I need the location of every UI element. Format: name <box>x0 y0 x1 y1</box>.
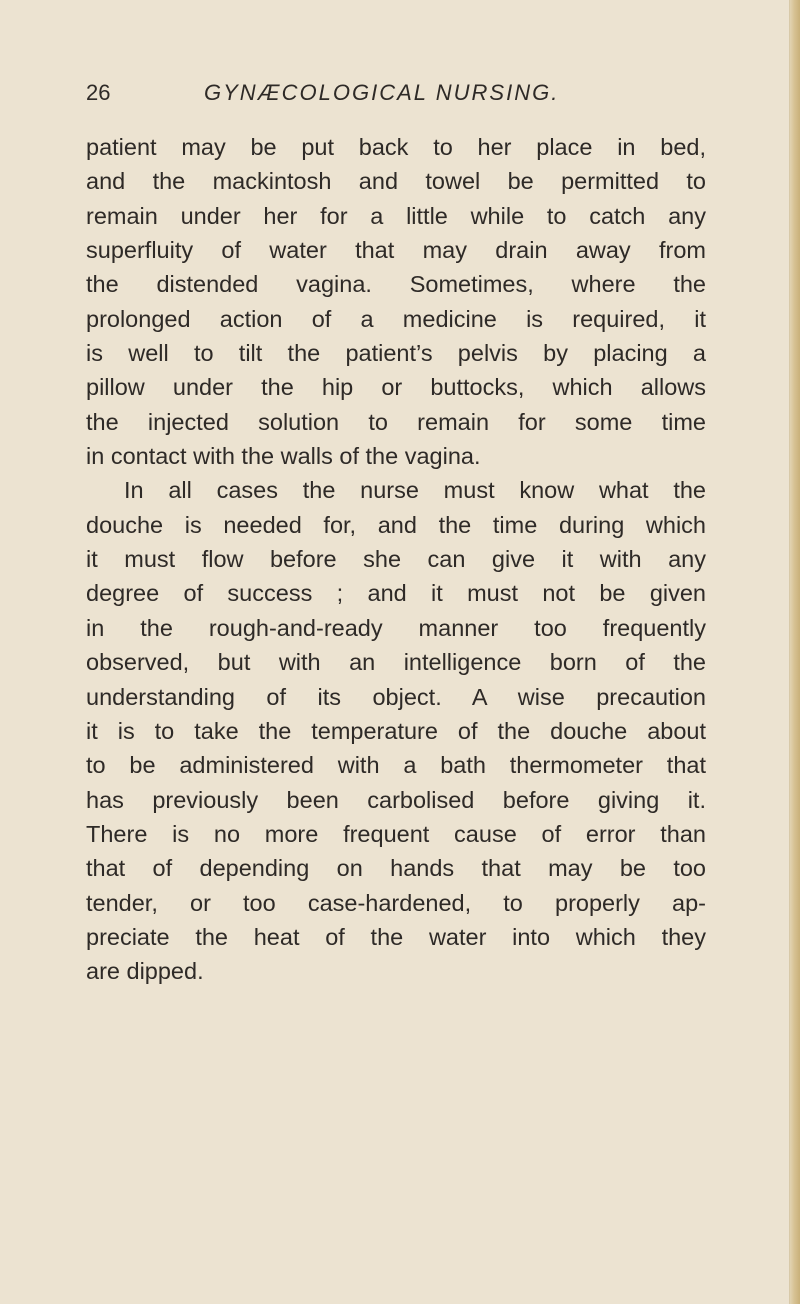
text-line: has previously been carbolised before giving it. <box>86 786 706 813</box>
text-line: that of depending on hands that may be too <box>86 855 706 882</box>
text-line: pillow under the hip or buttocks, which allows <box>86 374 706 401</box>
text-line: are dipped. <box>86 958 204 985</box>
text-line: it is to take the temperature of the douche about <box>86 717 706 744</box>
text-line: it must flow before she can give it with any <box>86 546 706 573</box>
running-head <box>86 80 706 114</box>
text-line: in contact with the walls of the vagina. <box>86 443 481 470</box>
text-line: degree of success ; and it must not be given <box>86 580 706 607</box>
text-line: superfluity of water that may drain away from <box>86 237 706 264</box>
text-line: douche is needed for, and the time during which <box>86 511 706 538</box>
text-line: the distended vagina. Sometimes, where the <box>86 271 706 298</box>
text-line: preciate the heat of the water into which they <box>86 923 706 950</box>
text-line: tender, or too case-hardened, to properly ap- <box>86 889 706 916</box>
running-title: GYNÆCOLOGICAL NURSING. <box>204 80 560 105</box>
text-line: is well to tilt the patient’s pelvis by placing a <box>86 340 706 367</box>
text-line: to be administered with a bath thermometer that <box>86 752 706 779</box>
text-line: observed, but with an intelligence born of the <box>86 649 706 676</box>
text-line: in the rough-and-ready manner too frequently <box>86 614 706 641</box>
text-line: In all cases the nurse must know what the <box>124 477 706 504</box>
text-line: and the mackintosh and towel be permitted to <box>86 168 706 195</box>
text-line: prolonged action of a medicine is required, it <box>86 305 706 332</box>
text-line: There is no more frequent cause of error than <box>86 820 706 847</box>
page-number: 26 <box>86 80 111 105</box>
text-line: remain under her for a little while to catch any <box>86 202 706 229</box>
body-text <box>86 130 706 989</box>
page-edge <box>789 0 800 1304</box>
text-line: the injected solution to remain for some time <box>86 408 706 435</box>
text-line: patient may be put back to her place in bed, <box>86 134 706 160</box>
text-line: understanding of its object. A wise precaution <box>86 683 706 710</box>
